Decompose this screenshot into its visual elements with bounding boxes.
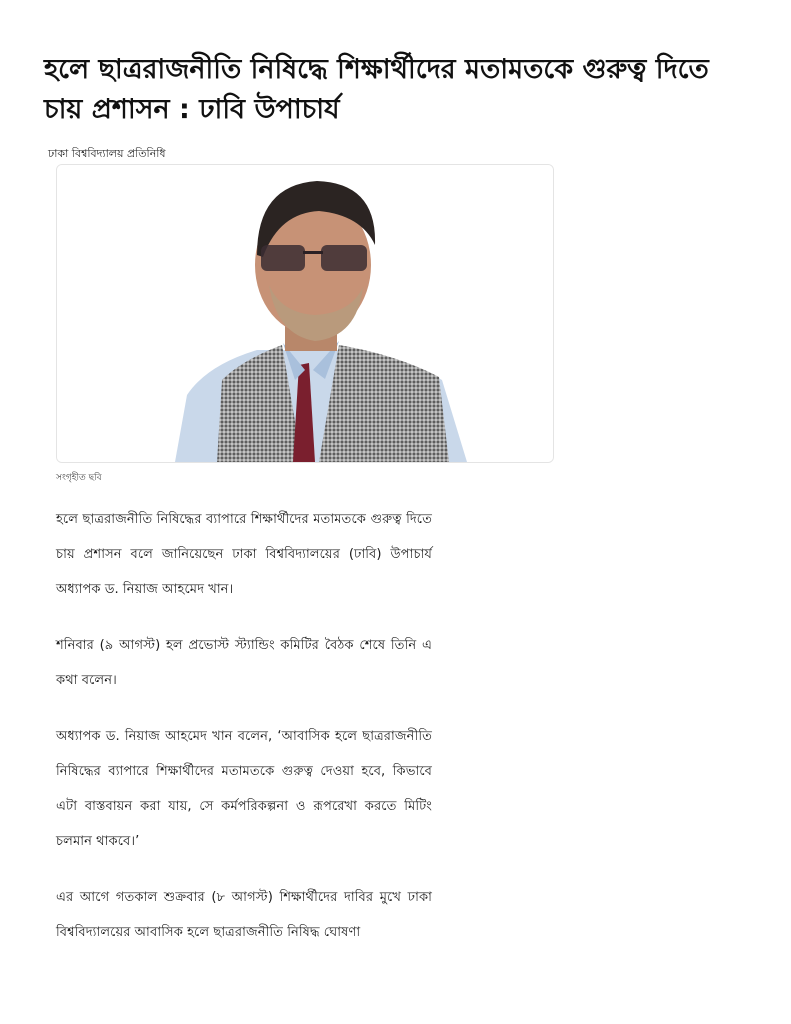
- article-paragraph: শনিবার (৯ আগস্ট) হল প্রভোস্ট স্ট্যান্ডিং কমিটির বৈঠক শেষে তিনি এ কথা বলেন।: [56, 638, 432, 688]
- article-paragraph: হলে ছাত্ররাজনীতি নিষিদ্ধের ব্যাপারে শিক্ষার্থীদের মতামতকে গুরুত্ব দিতে চায় প্রশাসন বলে জানিয়েছেন ঢাকা বিশ্ববিদ্যালয়ের (ঢাবি) উপাচার্য অধ্যাপক ড. নিয়াজ আহমেদ খান।: [56, 512, 432, 597]
- photo-caption: সংগৃহীত ছবি: [56, 473, 102, 483]
- byline: ঢাকা বিশ্ববিদ্যালয় প্রতিনিধি: [48, 147, 166, 160]
- article-paragraph: এর আগে গতকাল শুক্রবার (৮ আগস্ট) শিক্ষার্থীদের দাবির মুখে ঢাকা বিশ্ববিদ্যালয়ের আবাসিক হলে ছাত্ররাজনীতি নিষিদ্ধ ঘোষণা: [56, 890, 432, 940]
- article-paragraph: অধ্যাপক ড. নিয়াজ আহমেদ খান বলেন, ‘আবাসিক হলে ছাত্ররাজনীতি নিষিদ্ধের ব্যাপারে শিক্ষার্থীদের মতামতকে গুরুত্ব দেওয়া হবে, কিভাবে এটা বাস্তবায়ন করা যায়, সে কর্মপরিকল্পনা ও রূপরেখা করতে মিটিং চলমান থাকবে।’: [56, 729, 432, 849]
- article-body: [56, 502, 432, 971]
- article-headline: হলে ছাত্ররাজনীতি নিষিদ্ধে শিক্ষার্থীদের মতামতকে গুরুত্ব দিতে চায় প্রশাসন : ঢাবি উপাচার্য: [44, 54, 709, 125]
- article-photo: [56, 164, 554, 463]
- portrait-photo-icon: [57, 165, 553, 462]
